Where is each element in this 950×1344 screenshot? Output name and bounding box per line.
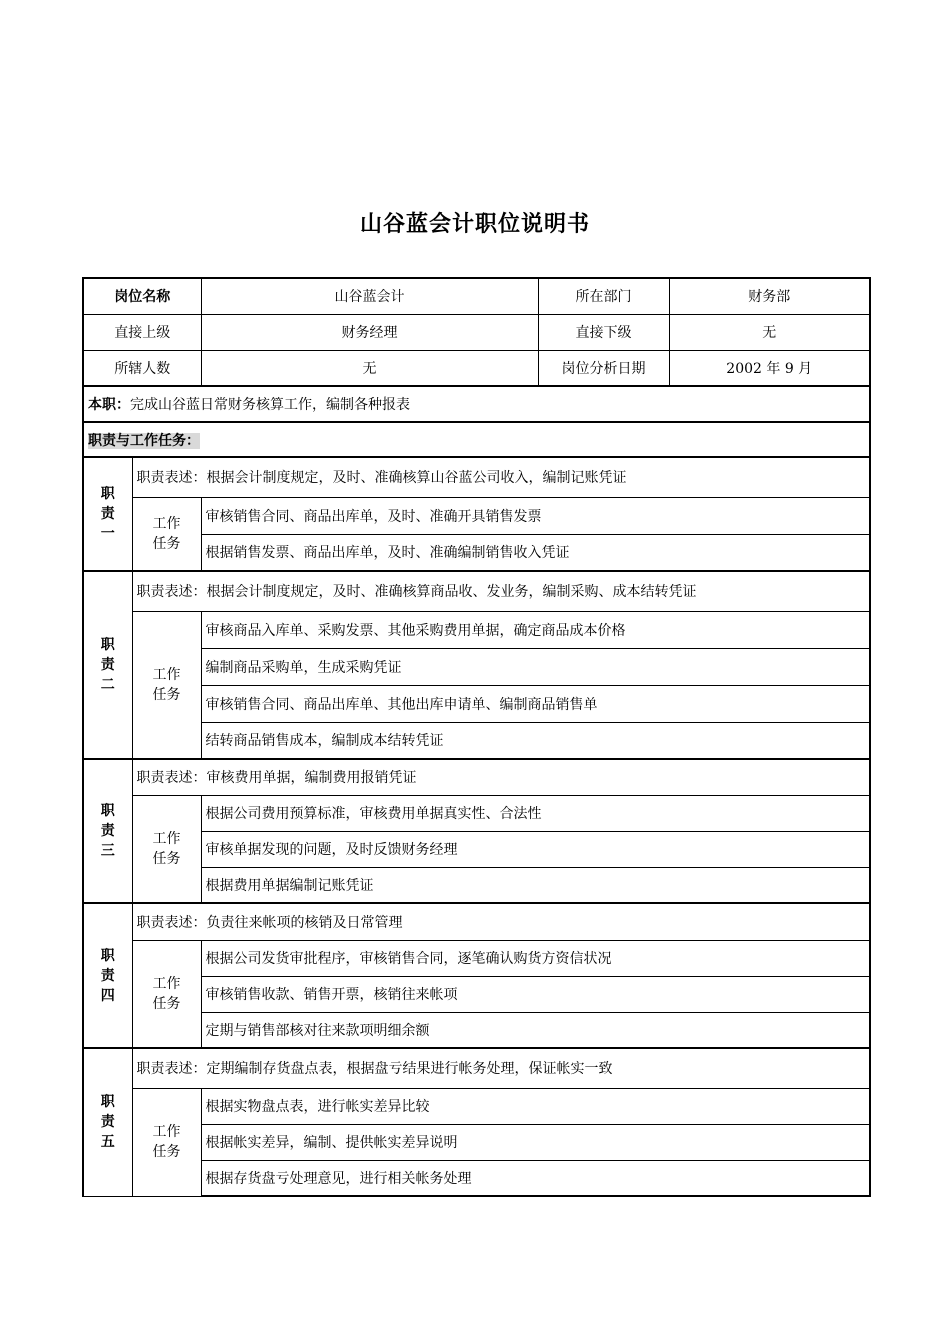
job-description-table — [82, 277, 871, 1197]
duty-name — [83, 1048, 132, 1196]
duty-task: 结转商品销售成本，编制成本结转凭证 — [201, 722, 870, 759]
duty-task-row — [83, 1124, 870, 1160]
task-label-line: 任务 — [152, 1144, 181, 1160]
duty-name — [83, 759, 132, 903]
duty-name-char: 五 — [100, 1134, 115, 1151]
task-label-line: 工作 — [152, 1124, 181, 1140]
task-label-line: 工作 — [152, 666, 181, 683]
duty-name-char: 职 — [100, 1094, 115, 1111]
duty-task: 根据帐实差异，编制、提供帐实差异说明 — [201, 1124, 870, 1160]
duty-name-char: 责 — [100, 657, 115, 673]
duty-task: 根据存货盘亏处理意见，进行相关帐务处理 — [201, 1160, 870, 1196]
duty-name-char: 一 — [100, 526, 115, 542]
duty-name-char: 三 — [100, 843, 115, 859]
duty-statement: 职责表述：根据会计制度规定，及时、准确核算商品收、发业务，编制采购、成本结转凭证 — [132, 571, 870, 611]
duty-summary — [83, 386, 870, 422]
info-value: 财务部 — [669, 278, 870, 314]
duty-task: 根据公司费用预算标准，审核费用单据真实性、合法性 — [201, 795, 870, 831]
duty-task-row — [83, 940, 870, 976]
duty-name-char: 职 — [100, 637, 115, 653]
task-label-line: 任务 — [152, 850, 181, 867]
duties-header-cell — [83, 422, 870, 457]
duty-task-row — [83, 497, 870, 534]
duty-task-row — [83, 685, 870, 722]
duties-header-row — [83, 422, 870, 457]
task-label-line: 工作 — [152, 830, 181, 847]
duty-name-char: 责 — [100, 823, 115, 839]
task-label — [132, 940, 201, 1048]
duty-task-row — [83, 1160, 870, 1196]
info-value: 无 — [669, 314, 870, 350]
duty-task-row — [83, 1088, 870, 1124]
duty-name-char: 职 — [100, 947, 115, 964]
duty-name — [83, 571, 132, 759]
info-label: 岗位分析日期 — [538, 350, 669, 386]
duty-task: 根据实物盘点表，进行帐实差异比较 — [201, 1088, 870, 1124]
duty-statement: 职责表述：负责往来帐项的核销及日常管理 — [132, 903, 870, 940]
duty-task-row — [83, 611, 870, 648]
task-label-line: 任务 — [152, 686, 181, 703]
duty-summary-row — [83, 386, 870, 422]
duty-statement: 职责表述：根据会计制度规定，及时、准确核算山谷蓝公司收入，编制记账凭证 — [132, 457, 870, 497]
duty-name-char: 责 — [100, 506, 115, 522]
duty-task: 根据公司发货审批程序，审核销售合同，逐笔确认购货方资信状况 — [201, 940, 870, 976]
duty-task: 审核销售收款、销售开票，核销往来帐项 — [201, 976, 870, 1012]
duty-task: 审核销售合同、商品出库单、其他出库申请单、编制商品销售单 — [201, 685, 870, 722]
info-row — [83, 314, 870, 350]
task-label — [132, 1088, 201, 1196]
task-label — [132, 497, 201, 571]
duty-task: 根据费用单据编制记账凭证 — [201, 867, 870, 903]
duty-summary-text: 完成山谷蓝日常财务核算工作，编制各种报表 — [130, 397, 410, 413]
info-label: 直接上级 — [83, 314, 201, 350]
duty-statement: 职责表述：定期编制存货盘点表，根据盘亏结果进行帐务处理，保证帐实一致 — [132, 1048, 870, 1088]
duty-task-row — [83, 648, 870, 685]
duty-statement-row — [83, 903, 870, 940]
duty-name — [83, 903, 132, 1048]
info-row — [83, 278, 870, 314]
info-label: 所在部门 — [538, 278, 669, 314]
duty-task-row — [83, 976, 870, 1012]
duty-statement-row — [83, 457, 870, 497]
duty-task: 编制商品采购单，生成采购凭证 — [201, 648, 870, 685]
duty-name — [83, 457, 132, 571]
duty-summary-label: 本职： — [88, 397, 130, 413]
task-label-line: 任务 — [152, 995, 181, 1012]
duty-task: 审核单据发现的问题，及时反馈财务经理 — [201, 831, 870, 867]
info-value: 财务经理 — [201, 314, 538, 350]
duty-task: 根据销售发票、商品出库单，及时、准确编制销售收入凭证 — [201, 534, 870, 571]
task-label-line: 工作 — [152, 975, 181, 992]
duty-statement-row — [83, 571, 870, 611]
info-label: 所辖人数 — [83, 350, 201, 386]
task-label — [132, 611, 201, 759]
duty-statement: 职责表述：审核费用单据，编制费用报销凭证 — [132, 759, 870, 795]
duty-task: 审核销售合同、商品出库单，及时、准确开具销售发票 — [201, 497, 870, 534]
duty-name-char: 四 — [100, 987, 115, 1004]
task-label-line: 任务 — [152, 535, 181, 552]
info-value: 山谷蓝会计 — [201, 278, 538, 314]
duty-task-row — [83, 722, 870, 759]
info-value: 无 — [201, 350, 538, 386]
duty-name-char: 二 — [100, 677, 115, 693]
duty-statement-row — [83, 759, 870, 795]
duty-statement-row — [83, 1048, 870, 1088]
task-label-line: 工作 — [152, 515, 181, 532]
info-label: 岗位名称 — [83, 278, 201, 314]
duty-task-row — [83, 795, 870, 831]
duties-header: 职责与工作任务： — [88, 432, 200, 449]
duty-name-char: 职 — [100, 803, 115, 819]
duty-task-row — [83, 831, 870, 867]
task-label — [132, 795, 201, 903]
duty-task-row — [83, 534, 870, 571]
info-row — [83, 350, 870, 386]
duty-task-row — [83, 867, 870, 903]
page-title: 山谷蓝会计职位说明书 — [359, 212, 590, 237]
duty-task: 定期与销售部核对往来款项明细余额 — [201, 1012, 870, 1048]
info-value: 2002 年 9 月 — [669, 350, 870, 386]
duty-task: 审核商品入库单、采购发票、其他采购费用单据，确定商品成本价格 — [201, 611, 870, 648]
info-label: 直接下级 — [538, 314, 669, 350]
duty-name-char: 责 — [100, 1114, 115, 1131]
duty-name-char: 责 — [100, 967, 115, 984]
duty-task-row — [83, 1012, 870, 1048]
duty-name-char: 职 — [100, 486, 115, 502]
